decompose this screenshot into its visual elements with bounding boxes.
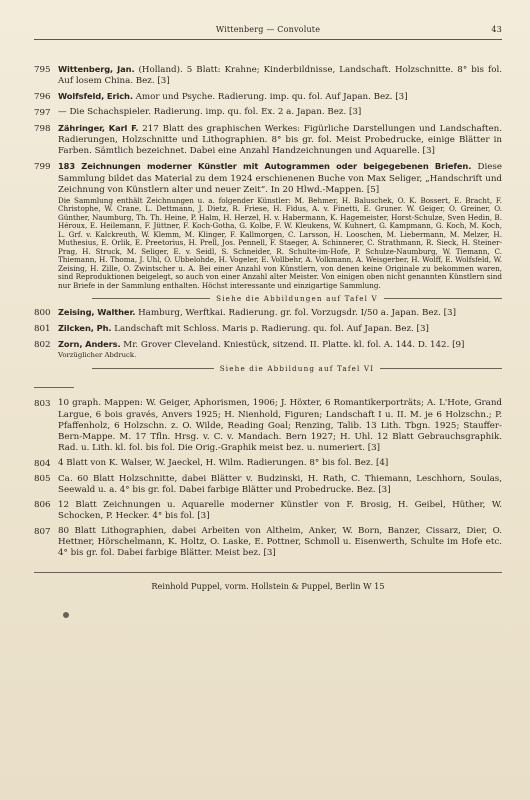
entry-text: 80 Blatt Lithographien, dabei Arbeiten von Altheim, Anker, W. Born, Banzer, Cissarz, Dier, O. Hettner, Hörschelmann, K. Holtz, O. Laske, E. Pottner, Schmoll u. Eisenwerth, Schulte im Hofe etc. 4° bis gr. fol. Dabei farbige Blätter. Meist bez. [3] [58,526,502,559]
entry-description: Amor und Psyche. Radierung. imp. qu. fol. Auf Japan. Bez. [3] [132,92,408,103]
entry-number: 802 [34,339,51,350]
entry-number: 799 [34,161,51,172]
entry-description: Diese Sammlung bildet das Material zu dem 1924 erschienenen Buche von Max Seliger, „Handschrift und Zeichnung von Künstlern alter und neuer Zeit“. In 20 Hlwd.-Mappen. [5] [58,162,502,195]
entry-description: (Holland). 5 Blatt: Krahne; Kinderbildnisse, Landschaft. Holzschnitte. 8° bis fol. Auf losem China. Bez. [3] [58,65,502,87]
plate-reference-text: Siehe die Abbildungen auf Tafel V [216,294,378,304]
entry-number: 803 [34,398,51,409]
artist-name: Zähringer, Karl F. [58,123,139,133]
artist-name: Wolfsfeld, Erich. [58,91,133,102]
entry-number: 801 [34,323,51,334]
artist-name: Wittenberg, Jan. [58,64,135,74]
entry-number: 800 [34,307,51,318]
catalogue-entry-804 [34,458,502,470]
artist-name: Zorn, Anders. [58,339,121,350]
catalogue-entry-802 [34,339,502,360]
catalogue-entries-top [34,64,502,290]
entry-text [58,323,502,335]
artist-name: Zeising, Walther. [58,307,136,318]
catalogue-entry-806 [34,500,502,522]
page-number: 43 [491,25,502,34]
entry-number: 798 [34,123,51,134]
catalogue-entry-796 [34,91,502,103]
entry-number: 807 [34,526,51,537]
entry-number: 796 [34,91,51,102]
entry-number: 806 [34,500,51,511]
entry-text [58,123,502,157]
ink-spot-mark [63,612,69,618]
catalogue-entry-801 [34,323,502,335]
catalogue-entries-bottom [34,398,502,559]
catalogue-entry-799 [34,161,502,290]
running-head-title: Wittenberg — Convolute [215,25,321,34]
plate-reference-separator [92,364,502,373]
entry-text [58,91,502,103]
entry-text [58,161,502,290]
catalogue-entries-middle [34,307,502,360]
catalogue-entry-797 [34,107,502,119]
page-header [34,22,502,42]
plate-reference-text: Siehe die Abbildung auf Tafel VI [219,364,375,374]
entry-text [58,339,502,360]
artist-name: Zilcken, Ph. [58,323,112,334]
condition-note: Vorzüglicher Abdruck. [58,351,137,360]
entry-text: 10 graph. Mappen: W. Geiger, Aphorismen, 1906; J. Höxter, 6 Romantikerporträts; A. L'Hote, Grand Largue, 6 bois gravés, Anvers 1925; H. Nienhold, Figuren; Landschaft I u. II. M. je 6 Holzschn.; P. Pfaffenholz, 6 Holzschn. z. O. Wilde, Reading Goal; Renzing, Talib. 13 Lith. Tbgn. 1925; Stauffer-Bern-Mappe. M. 17 Tfln. Hrsg. v. C. v. Mandach. Bern 1927; H. Uhl. 12 Blatt Gebrauchsgraphik. Rad. u. Lith. kl. fol. bis fol. Die Orig.-Graphik meist bez. u. numeriert. [3] [58,398,502,453]
entry-text: 12 Blatt Zeichnungen u. Aquarelle moderner Künstler von F. Brosig, H. Geibel, Hüther, W. Schocken, P. Hecker. 4° bis fol. [3] [58,499,502,522]
header-rule [34,39,502,40]
entry-number: 797 [34,107,51,118]
entry-number: 795 [34,64,51,75]
catalogue-entry-798 [34,123,502,157]
plate-reference-separator [92,294,502,303]
catalogue-entry-805 [34,474,502,496]
entry-description: Hamburg, Werftkai. Radierung. gr. fol. Vorzugsdr. I/50 a. Japan. Bez. [3] [135,308,456,319]
catalogue-entry-803 [34,398,502,454]
footer-rule [34,572,502,573]
publisher-footer: Reinhold Puppel, vorm. Hollstein & Puppel, Berlin W 15 [151,580,385,591]
entry-number: 805 [34,474,51,485]
catalogue-entry-800 [34,307,502,319]
entry-number: 804 [34,458,51,469]
entry-description: Landschaft mit Schloss. Maris p. Radierung. qu. fol. Auf Japan. Bez. [3] [111,324,429,335]
catalogue-entry-795 [34,64,502,87]
section-rule [34,387,74,388]
entry-text [58,64,502,87]
collection-artist-list: Die Sammlung enthält Zeichnungen u. a. folgender Künstler: M. Behmer, H. Baluschek, O. K. Bossert, E. Bracht, F. Christophe, W. Crane, L. Dettmann, J. Dietz, R. Friese, H. Fidus, A. v. Finetti, E. Gruner. W. Geiger, O. Greiner, O. Günther, Naumburg, Th. Th. Heine, P. Halm, H. Herzel, H. v. Habermann, K. Hagemeister, Horst-Schulze, Sven Hedin, B. Héroux, E. Heilemann, F. Jüttner, F. Koch-Gotha, G. Kolbe, F. W. Kleukens, W. Kuhnert, G. Kampmann, G. Koch, M. Koch, L. Grf. v. Kalckreuth, W. Klemm, M. Klinger, F. Kallmorgen, C. Larsson, H. Looschen, M. Liebermann, M. Melzer, H. Muthesius, E. Orlik, E. Preetorius, H. Prell, Jos. Pennell, F. Staeger, A. Schinnerer, C. Strathmann, R. Sieck, H. Steiner-Prag, H. Struck, M. Seliger, E. v. Seidl, S. Schneider, R. Schulte-im-Hofe, P. Schulze-Naumburg, W. Tiemann, C. Thiemann, H. Thoma, J. Uhl, O. Ubbelohde, H. Vogeler, E. Vollbehr, A. Volkmann, A. Weisgerber, H. Wolff, E. Wolfsfeld, W. Zeising, H. Zille, O. Zwintscher u. A. Bei einer Anzahl von Künstlern, von denen keine Originale zu bekommen waren, sind Reproduktionen beigelegt, so auch von einer Anzahl alter Meister. Von einigen oben nicht genannten Künstlern sind nur Briefe in der Sammlung enthalten. Höchst interessante und einzigartige Sammlung. [58,195,502,290]
entry-text [58,307,502,319]
entry-text: 4 Blatt von K. Walser, W. Jaeckel, H. Wilm. Radierungen. 8° bis fol. Bez. [4] [58,458,389,469]
catalogue-entry-807 [34,526,502,559]
collection-title: 183 Zeichnungen moderner Künstler mit Autogrammen oder beigegebenen Briefen. [58,161,472,172]
entry-text: — Die Schachspieler. Radierung. imp. qu. fol. Ex. 2 a. Japan. Bez. [3] [58,107,362,118]
entry-text: Ca. 60 Blatt Holzschnitte, dabei Blätter v. Budzinski, H. Rath, C. Thiemann, Leschhorn, Soulas, Seewald u. a. 4° bis gr. fol. Dabei farbige Blätter und Probedrucke. Bez. [3] [58,473,502,495]
entry-description: Mr. Grover Cleveland. Kniestück, sitzend. II. Platte. kl. fol. A. 144. D. 142. [9] [120,340,465,351]
entry-description: 217 Blatt des graphischen Werkes: Figürliche Darstellungen und Landschaften. Radierungen, Holzschnitte und Lithographien. 8° bis gr. fol. Meist Probedrucke, einige Blätter in Farben. Sämtlich bezeichnet. Dabei eine Anzahl Handzeichnungen und Aquarelle. [3] [58,124,502,157]
